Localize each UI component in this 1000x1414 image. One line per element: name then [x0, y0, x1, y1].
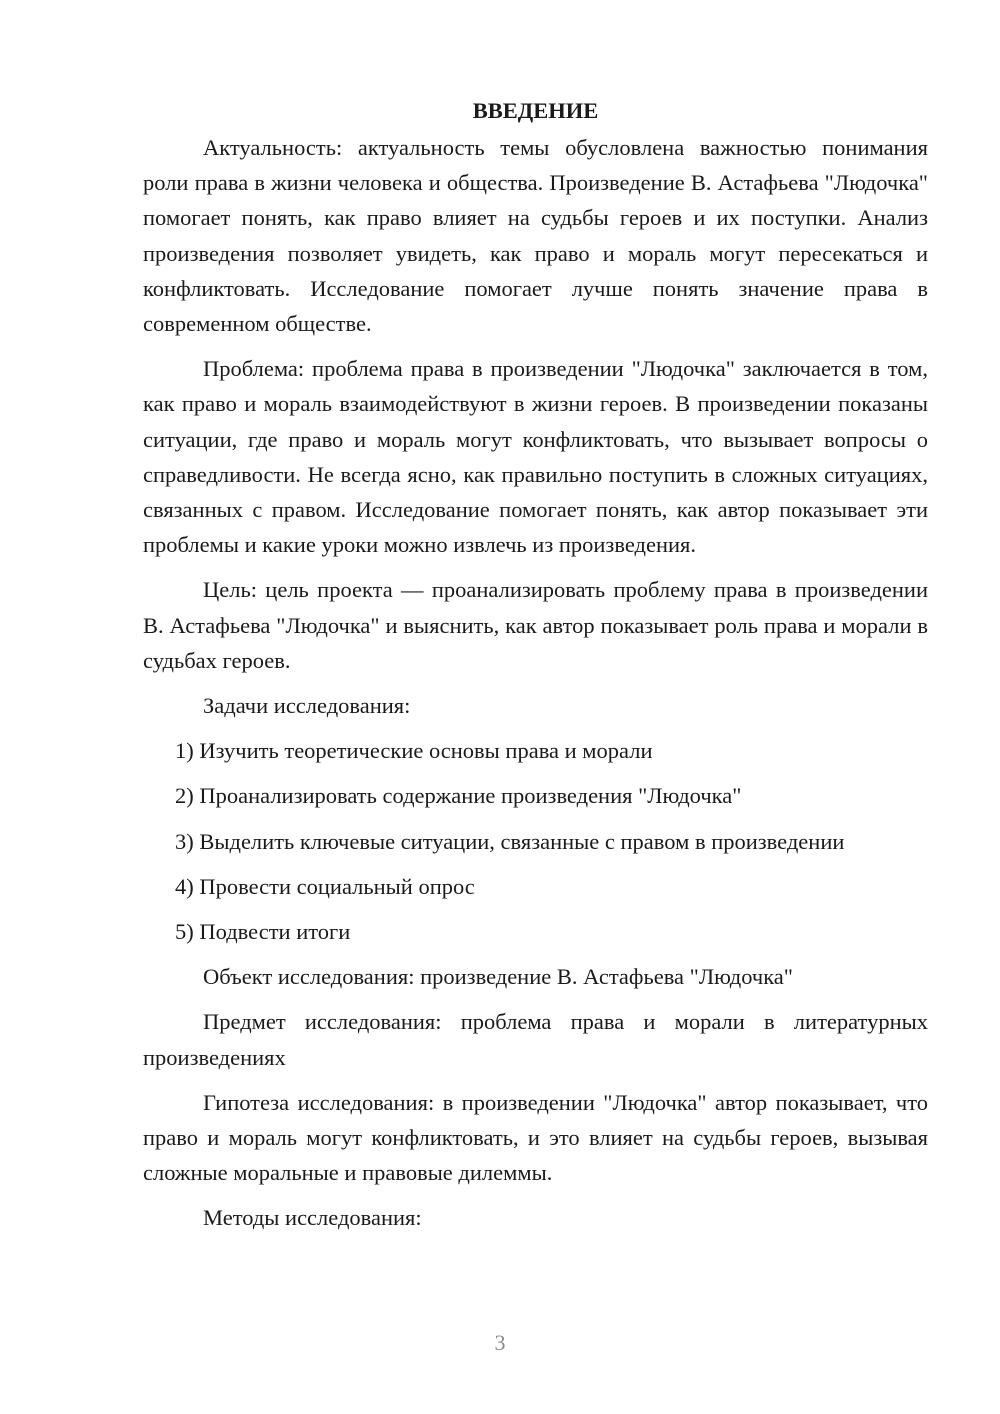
- problem-paragraph: Проблема: проблема права в произведении "Людочка" заключается в том, как право и мораль взаимодействуют в жизни героев. В произведении показаны ситуации, где право и мораль могут конфликтовать, что вызывает вопросы о справедливости. Не всегда ясно, как правильно поступить в сложных ситуациях, связанных с правом. Исследование помогает понять, как автор показывает эти проблемы и какие уроки можно извлечь из произведения.: [143, 356, 928, 558]
- task-item: 1) Изучить теоретические основы права и морали: [175, 738, 653, 764]
- goal-paragraph: Цель: цель проекта — проанализировать проблему права в произведении В. Астафьева "Людочка" и выяснить, как автор показывает роль права и морали в судьбах героев.: [143, 577, 928, 673]
- subject-paragraph: Предмет исследования: проблема права и морали в литературных произведениях: [143, 1009, 928, 1070]
- methods-heading: Методы исследования:: [203, 1205, 422, 1231]
- tasks-heading: Задачи исследования:: [203, 693, 411, 719]
- relevance-paragraph: Актуальность: актуальность темы обусловлена важностью понимания роли права в жизни человека и общества. Произведение В. Астафьева "Людочка" помогает понять, как право влияет на судьбы героев и их поступки. Анализ произведения позволяет увидеть, как право и мораль могут пересекаться и конфликтовать. Исследование помогает лучше понять значение права в современном обществе.: [143, 135, 928, 337]
- task-item: 5) Подвести итоги: [175, 919, 351, 945]
- hypothesis-paragraph: Гипотеза исследования: в произведении "Людочка" автор показывает, что право и мораль могут конфликтовать, и это влияет на судьбы героев, вызывая сложные моральные и правовые дилеммы.: [143, 1089, 928, 1186]
- object-paragraph: Объект исследования: произведение В. Астафьева "Людочка": [203, 964, 793, 990]
- page-number: 3: [494, 1330, 506, 1355]
- task-item: 4) Провести социальный опрос: [175, 873, 475, 899]
- task-item: 2) Проанализировать содержание произведения "Людочка": [175, 783, 742, 809]
- task-item: 3) Выделить ключевые ситуации, связанные с правом в произведении: [175, 828, 845, 854]
- page-content: [143, 93, 928, 1246]
- section-heading: ВВЕДЕНИЕ: [472, 98, 599, 123]
